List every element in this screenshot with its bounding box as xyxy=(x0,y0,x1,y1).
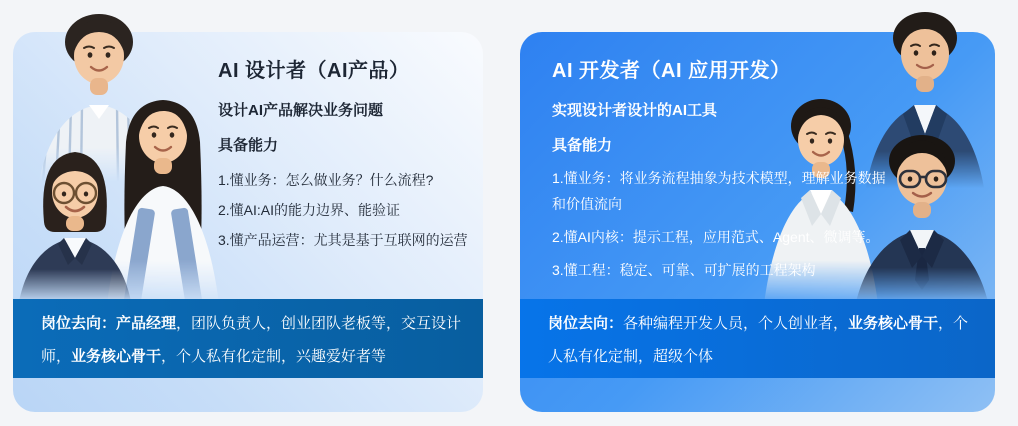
developer-subtitle: 实现设计者设计的AI工具 xyxy=(552,102,718,119)
developer-content xyxy=(552,58,886,290)
developer-career-text: 岗位去向：各种编程开发人员，个人创业者，业务核心骨干，个人私有化定制，超级个体 xyxy=(548,315,969,365)
developer-capability-list xyxy=(552,165,886,283)
designer-photo-woman-glasses xyxy=(15,138,135,302)
designer-title: AI 设计者（AI产品） xyxy=(218,60,410,82)
designer-career-band xyxy=(13,299,483,378)
designer-subtitle: 设计AI产品解决业务问题 xyxy=(218,102,384,119)
designer-career-text: 岗位去向：产品经理，团队负责人，创业团队老板等，交互设计师，业务核心骨干，个人私有化定制，兴趣爱好者等 xyxy=(41,315,462,365)
capability-item: 1.懂业务：怎么做业务？什么流程? xyxy=(218,172,434,188)
developer-career-band xyxy=(520,299,995,378)
capability-item: 2.懂AI:AI的能力边界、能验证 xyxy=(218,202,401,218)
designer-capability-heading: 具备能力 xyxy=(218,137,279,154)
capability-item: 2.懂AI内核：提示工程，应用范式、Agent、微调等。 xyxy=(552,229,880,245)
developer-capability-heading: 具备能力 xyxy=(552,137,613,154)
developer-title: AI 开发者（AI 应用开发） xyxy=(552,60,791,82)
ai-designer-card xyxy=(13,32,483,412)
designer-capability-list xyxy=(218,165,478,255)
capability-item: 1.懂业务：将业务流程抽象为技术模型，理解业务数据和价值流向 xyxy=(552,170,886,212)
capability-item: 3.懂工程：稳定、可靠、可扩展的工程架构 xyxy=(552,262,816,278)
capability-item: 3.懂产品运营：尤其是基于互联网的运营 xyxy=(218,232,468,248)
ai-developer-card xyxy=(520,32,995,412)
designer-content xyxy=(218,58,478,255)
